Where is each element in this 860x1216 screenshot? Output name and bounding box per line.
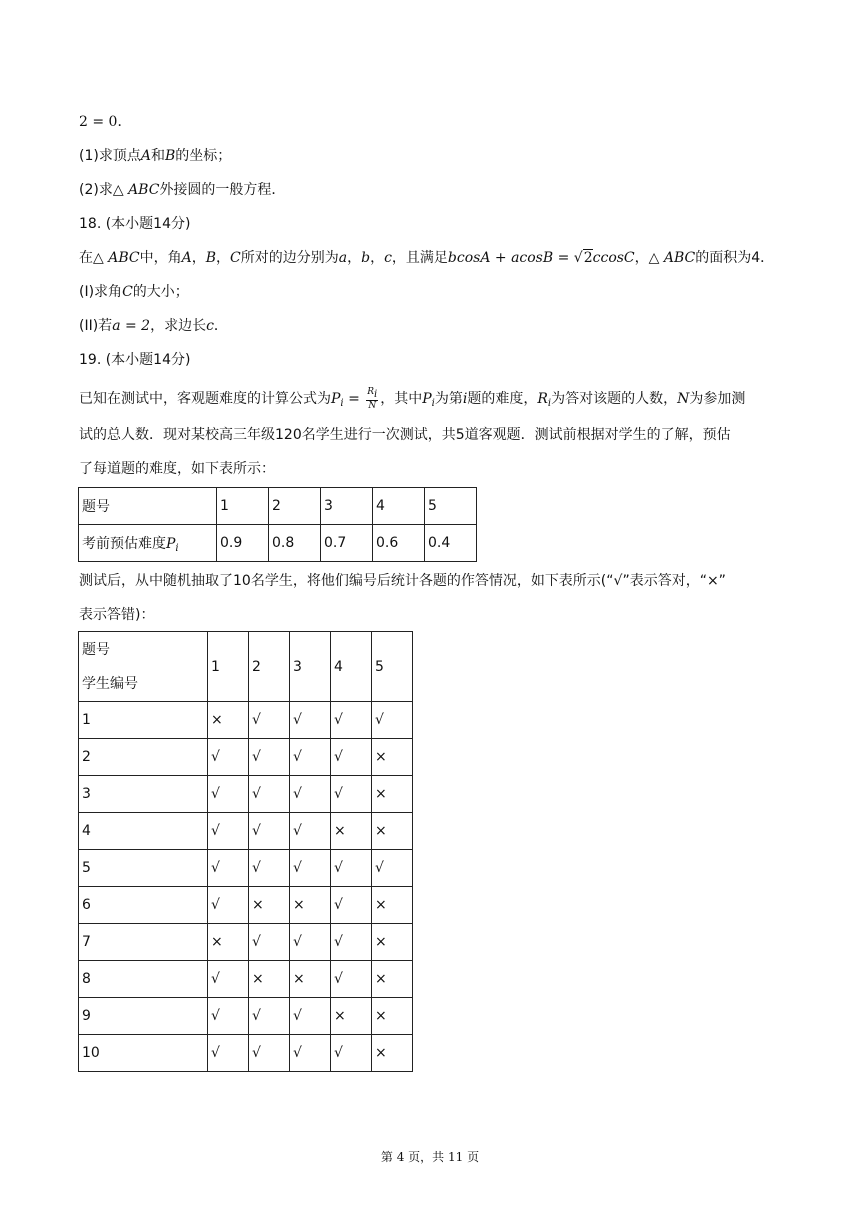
answer-cell: × xyxy=(372,776,413,813)
answer-cell: √ xyxy=(249,702,290,739)
estimated-difficulty-table xyxy=(78,487,477,562)
question-18-heading: 18. (本小题14分) xyxy=(79,216,191,232)
answer-cell: × xyxy=(372,998,413,1035)
table-cell: 5 xyxy=(425,488,477,525)
table-header-label: 题号 xyxy=(79,488,217,525)
question-18-statement: 在△ ABC中，角A，B，C所对的边分别为a，b，c，且满足bcosA + acosB = √2ccosC，△ ABC的面积为4． xyxy=(79,250,775,266)
answer-cell: √ xyxy=(249,813,290,850)
answer-cell: √ xyxy=(208,813,249,850)
answer-cell: √ xyxy=(290,924,331,961)
answer-cell: √ xyxy=(372,850,413,887)
student-id-cell: 2 xyxy=(79,739,208,776)
table-cell: 3 xyxy=(290,632,331,702)
answer-cell: √ xyxy=(208,850,249,887)
answer-cell: × xyxy=(331,998,372,1035)
question-19-line-3: 了每道题的难度，如下表所示： xyxy=(79,461,275,477)
answer-cell: √ xyxy=(331,924,372,961)
answer-cell: √ xyxy=(290,702,331,739)
answer-cell: √ xyxy=(290,813,331,850)
table-cell: 0.8 xyxy=(269,525,321,562)
answer-cell: √ xyxy=(249,924,290,961)
answer-cell: √ xyxy=(331,776,372,813)
student-id-cell: 7 xyxy=(79,924,208,961)
answer-cell: √ xyxy=(249,739,290,776)
table-row xyxy=(79,776,413,813)
table-row xyxy=(79,887,413,924)
answer-cell: √ xyxy=(208,739,249,776)
corner-bottom-label: 学生编号 xyxy=(82,675,138,692)
answer-cell: √ xyxy=(290,739,331,776)
table-cell: 0.9 xyxy=(217,525,269,562)
answer-cell: × xyxy=(372,1035,413,1072)
answer-cell: × xyxy=(249,961,290,998)
answer-cell: √ xyxy=(290,776,331,813)
answer-cell: √ xyxy=(249,776,290,813)
table-row xyxy=(79,924,413,961)
table-cell: 0.6 xyxy=(373,525,425,562)
table-row xyxy=(79,1035,413,1072)
question-19-line-1: 已知在测试中，客观题难度的计算公式为$P_i$ = $\frac{R_i}{N}$ ，其中$P_i$为第i题的难度，$R_i$为答对该题的人数，N为参加测 xyxy=(79,387,746,411)
table-row xyxy=(79,632,413,702)
answer-cell: √ xyxy=(331,887,372,924)
table-cell: 4 xyxy=(373,488,425,525)
question-18-part-1: (I)求角C的大小； xyxy=(79,284,189,300)
table-cell: 2 xyxy=(269,488,321,525)
table-cell: 1 xyxy=(208,632,249,702)
answer-cell: √ xyxy=(249,998,290,1035)
student-id-cell: 6 xyxy=(79,887,208,924)
table-row xyxy=(79,702,413,739)
question-19-line-5: 表示答错)： xyxy=(79,607,155,623)
answer-cell: × xyxy=(372,813,413,850)
question-19-heading: 19. (本小题14分) xyxy=(79,352,191,368)
answer-cell: √ xyxy=(290,998,331,1035)
answer-cell: × xyxy=(290,961,331,998)
table-row xyxy=(79,739,413,776)
answer-cell: √ xyxy=(208,998,249,1035)
student-id-cell: 1 xyxy=(79,702,208,739)
page-footer: 第 4 页，共 11 页 xyxy=(380,1150,480,1164)
table-cell: 4 xyxy=(331,632,372,702)
answer-cell: × xyxy=(208,702,249,739)
answer-cell: √ xyxy=(208,887,249,924)
table-row-label: 考前预估难度$P_i$ xyxy=(79,525,217,562)
table-row xyxy=(79,850,413,887)
answer-cell: √ xyxy=(290,1035,331,1072)
answer-cell: √ xyxy=(331,1035,372,1072)
table-row xyxy=(79,488,477,525)
answer-cell: √ xyxy=(290,850,331,887)
question-17-part-2: (2)求△ ABC外接圆的一般方程． xyxy=(79,182,286,198)
difficulty-fraction: $\frac{R_i}{N}$ xyxy=(367,387,378,411)
table-cell: 3 xyxy=(321,488,373,525)
answer-cell: × xyxy=(249,887,290,924)
corner-top-label: 题号 xyxy=(82,641,110,658)
table-cell: 0.4 xyxy=(425,525,477,562)
table-corner-cell xyxy=(79,632,208,702)
table-cell: 1 xyxy=(217,488,269,525)
answer-cell: √ xyxy=(249,850,290,887)
text-line-1: 2 = 0． xyxy=(79,114,132,130)
question-19-line-4: 测试后，从中随机抽取了10名学生，将他们编号后统计各题的作答情况，如下表所示(“√”表示答对，“×” xyxy=(79,573,726,589)
student-id-cell: 3 xyxy=(79,776,208,813)
answer-cell: × xyxy=(372,887,413,924)
table-cell: 2 xyxy=(249,632,290,702)
table-cell: 0.7 xyxy=(321,525,373,562)
table-row xyxy=(79,525,477,562)
answer-cell: √ xyxy=(208,776,249,813)
answer-cell: √ xyxy=(331,961,372,998)
table-row xyxy=(79,998,413,1035)
answer-cell: × xyxy=(208,924,249,961)
student-id-cell: 4 xyxy=(79,813,208,850)
answer-cell: √ xyxy=(208,1035,249,1072)
answer-cell: × xyxy=(290,887,331,924)
table-cell: 5 xyxy=(372,632,413,702)
table-row xyxy=(79,961,413,998)
answer-cell: √ xyxy=(331,702,372,739)
answer-cell: √ xyxy=(372,702,413,739)
answer-results-table xyxy=(78,631,413,1072)
answer-cell: × xyxy=(372,961,413,998)
table-row xyxy=(79,813,413,850)
student-id-cell: 9 xyxy=(79,998,208,1035)
question-19-line-2: 试的总人数．现对某校高三年级120名学生进行一次测试，共5道客观题．测试前根据对学生的了解，预估 xyxy=(79,427,731,443)
question-18-part-2: (II)若a = 2，求边长c． xyxy=(79,318,228,334)
student-id-cell: 8 xyxy=(79,961,208,998)
question-17-part-1: (1)求顶点A和B的坐标； xyxy=(79,148,232,164)
answer-cell: × xyxy=(372,739,413,776)
answer-cell: √ xyxy=(331,739,372,776)
answer-cell: × xyxy=(331,813,372,850)
answer-cell: √ xyxy=(249,1035,290,1072)
student-id-cell: 5 xyxy=(79,850,208,887)
student-id-cell: 10 xyxy=(79,1035,208,1072)
answer-cell: √ xyxy=(331,850,372,887)
answer-cell: √ xyxy=(208,961,249,998)
answer-cell: × xyxy=(372,924,413,961)
